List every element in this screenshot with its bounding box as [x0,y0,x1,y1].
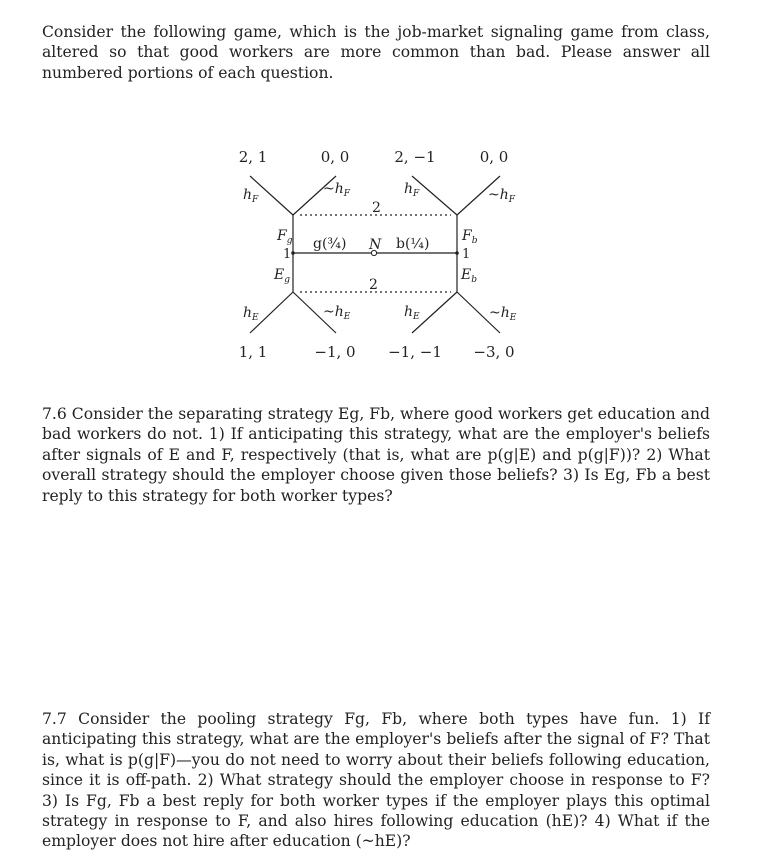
player2-top-label: 2 [372,200,381,216]
payoff-top-2: 0, 0 [320,148,350,166]
bad-worker-node [455,251,459,255]
label-hE-right: $h_E$ [404,304,420,322]
label-nothF-left: $\sim h_F$ [323,181,350,199]
label-nothE-right: $\sim h_E$ [489,305,517,323]
label-bad-prob: b(¼) [396,236,430,252]
player2-bottom-label: 2 [369,277,378,293]
question-7-6: 7.6 Consider the separating strategy Eg, Fb, where good workers get education and bad workers do not. 1) If anticipating this strategy, what are the employer's beliefs after signals of E and F, respectively (that is, what are p(g|E) and p(g|F))? 2) What overall strategy should the employer choose given those beliefs? 3) Is Eg, Fb a best reply to this strategy for both worker types? [42,405,710,505]
payoff-top-4: 0, 0 [479,148,509,166]
player1-good-label: 1 [283,247,292,262]
label-good-prob: g(¾) [313,236,347,252]
label-hF-right: $h_F$ [404,181,420,199]
label-Fg: $F_g$ [277,228,293,246]
label-nothE-left: $\sim h_E$ [323,304,351,322]
player1-bad-label: 1 [462,247,471,262]
payoff-top-1: 2, 1 [238,148,268,166]
game-tree [0,0,783,400]
payoff-top-3: 2, −1 [394,148,436,166]
question-7-7: 7.7 Consider the pooling strategy Fg, Fb, where both types have fun. 1) If anticipating this strategy, what are the employer's beliefs after the signal of F? That is, what is p(g|F)—you do not need to worry about their beliefs following education, since it is off-path. 2) What strategy should the employer choose in response to F? 3) Is Fg, Fb a best reply for both worker types if the employer plays this optimal strategy in response to F, and also hires following education (hE)? 4) What if the employer does not hire after education (~hE)? [42,710,710,851]
intro-paragraph: Consider the following game, which is the job-market signaling game from class, altered so that good workers are more common than bad. Please answer all numbered portions of each question. [42,23,710,82]
payoff-bottom-4: −3, 0 [473,343,515,361]
label-hE-left: $h_E$ [243,305,259,323]
payoff-bottom-3: −1, −1 [388,343,442,361]
payoff-bottom-1: 1, 1 [238,343,268,361]
label-nothF-right: $\sim h_F$ [488,187,515,205]
label-Fb: $F_b$ [462,228,478,246]
payoff-bottom-2: −1, 0 [314,343,356,361]
label-nature: N [369,237,382,253]
label-hF-left: $h_F$ [243,187,259,205]
good-worker-node [291,251,295,255]
label-Eg: $E_g$ [274,267,290,285]
label-Eb: $E_b$ [461,267,477,285]
